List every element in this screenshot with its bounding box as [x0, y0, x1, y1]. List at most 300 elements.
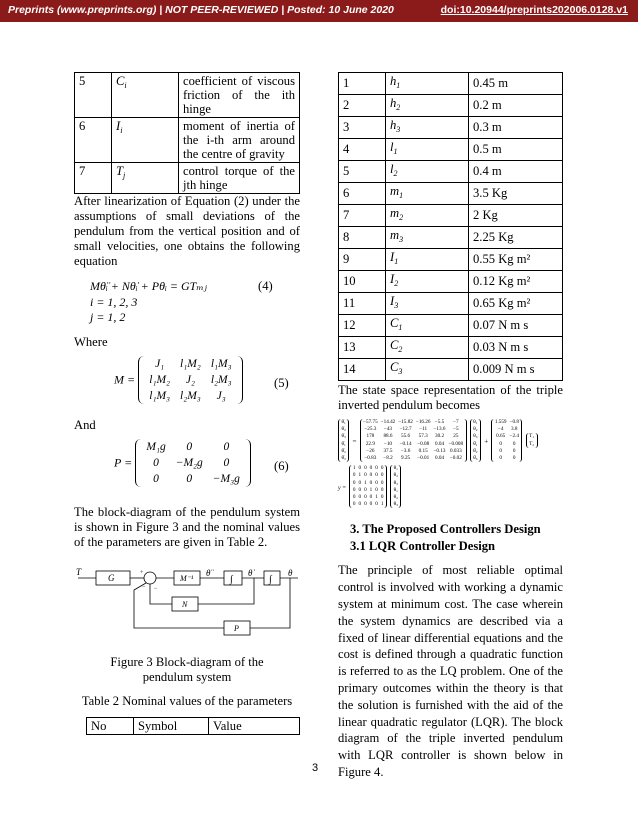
value-number: 7 [339, 205, 386, 227]
value-row [339, 73, 563, 95]
value-row [339, 95, 563, 117]
matrix-a-cell: −0.08 [417, 440, 430, 447]
value-amount: 0.65 Kg m² [469, 293, 563, 315]
matrix-c-cell: 0 [375, 472, 378, 479]
matrix-a-cell: 37.5 [383, 447, 393, 454]
value-symbol-letter: h [390, 118, 397, 132]
state-derivative-row [340, 448, 347, 455]
output-state-cell: θ₁ [393, 486, 398, 493]
value-symbol-subscript: 3 [394, 301, 399, 310]
equation-4-main: Mθ̈ᵢ + Nθ̇ᵢ + Pθᵢ = GTₘⱼ [90, 279, 207, 293]
preprint-banner [0, 0, 638, 22]
param-row [75, 118, 300, 163]
input-cell: T₂ [529, 440, 535, 447]
value-symbol-subscript: 1 [394, 257, 399, 266]
matrix-a-cell: 57.3 [418, 433, 428, 440]
banner-source: Preprints (www.preprints.org) | NOT PEER-REVIEWED | Posted: 10 June 2020 [8, 4, 394, 16]
matrix-a-cell: −13.6 [433, 426, 446, 433]
value-amount: 0.4 m [469, 161, 563, 183]
inertia-matrix-cell: J₁ [155, 358, 165, 370]
matrix-c-cell: 1 [352, 465, 356, 472]
figure-3-caption-text: Figure 3 Block-diagram of the pendulum system [110, 655, 264, 684]
equation-6-number: (6) [274, 459, 289, 473]
gravity-matrix-cell: 0 [153, 457, 159, 469]
matrix-a-cell: −14.42 [380, 419, 396, 425]
and-label: And [74, 418, 96, 432]
matrix-a-cell: 88.6 [383, 433, 393, 440]
matrix-a-cell: −0.008 [448, 440, 464, 447]
diagram-theta-ddot-label: θ̈ [206, 568, 211, 578]
matrix-b-cell: 0.65 [496, 433, 506, 440]
value-number: 12 [339, 315, 386, 337]
matrix-b-cell: 0 [499, 440, 502, 447]
value-symbol-subscript: 3 [398, 367, 403, 376]
matrix-c-cell: 0 [375, 501, 378, 508]
page-number: 3 [312, 762, 319, 774]
matrix-a-cell: −3.6 [400, 447, 411, 454]
diagram-minus-sign-2: − [154, 586, 158, 592]
matrix-c-cell: 0 [380, 494, 384, 501]
param-number: 6 [75, 118, 112, 163]
inertia-matrix-cell: J₂ [185, 374, 195, 386]
matrix-c-cell: 0 [380, 486, 384, 493]
pendulum-block-diagram [74, 566, 300, 646]
matrix-a-cell: 0.04 [434, 440, 445, 447]
matrix-a-cell: −11 [419, 426, 428, 433]
gravity-matrix-cell: 0 [186, 441, 193, 453]
linearization-paragraph: After linearization of Equation (2) under the assumptions of small deviations of the pendulum from the vertical position and of small velocities, one obtains the following equation [74, 194, 300, 268]
table-2-header-symbol: Symbol [134, 718, 209, 735]
matrix-a-cell: −0.02 [449, 455, 462, 462]
state-derivative-cell: θ̈₃ [341, 455, 346, 462]
left-column [74, 72, 300, 550]
state-derivative-cell: θ̈₁ [341, 440, 346, 447]
value-symbol [386, 73, 469, 95]
value-symbol-subscript: 2 [393, 169, 398, 178]
matrix-a-cell: −8.2 [383, 455, 393, 462]
value-number: 13 [339, 337, 386, 359]
table-2-caption-text: Table 2 Nominal values of the parameters [81, 694, 293, 708]
system-matrix-a [360, 419, 467, 462]
matrix-c-cell: 0 [358, 479, 362, 486]
value-symbol [386, 359, 469, 381]
state-derivative-row [340, 441, 347, 448]
matrix-a-cell: 0.15 [418, 447, 428, 454]
matrix-c-cell: 0 [364, 486, 367, 493]
state-cell: θ̇₁ [473, 440, 478, 447]
ss-plus: + [484, 437, 489, 446]
value-amount: 2 Kg [469, 205, 563, 227]
state-derivative-row [340, 455, 347, 462]
param-symbol-subscript: i [124, 81, 127, 90]
inertia-matrix-row [144, 388, 236, 404]
state-derivative-cell: θ̇₃ [341, 433, 346, 440]
value-amount: 2.25 Kg [469, 227, 563, 249]
inertia-matrix-row [144, 356, 236, 372]
value-symbol-letter: h [390, 96, 397, 110]
value-symbol-letter: m [390, 228, 400, 242]
state-derivative-row [340, 426, 347, 433]
matrix-a-row [362, 433, 465, 440]
inertia-matrix-cell: l₂M₃ [210, 374, 232, 386]
gravity-matrix [135, 439, 251, 487]
matrix-c-cell: 0 [358, 465, 362, 472]
matrix-c-cell: 0 [364, 472, 367, 479]
value-amount: 0.55 Kg m² [469, 249, 563, 271]
equation-5-number: (5) [274, 376, 289, 390]
matrix-c-cell: 1 [380, 501, 384, 508]
matrix-c-cell: 0 [352, 494, 356, 501]
matrix-c-cell: 0 [352, 472, 356, 479]
value-symbol-letter: m [390, 206, 400, 220]
param-row [75, 73, 300, 118]
where-label: Where [74, 335, 108, 349]
diagram-theta-label: θ [288, 568, 293, 578]
matrix-b-cell: −2.4 [509, 433, 519, 440]
value-symbol-letter: I [390, 250, 395, 264]
gravity-matrix-cell: 0 [223, 457, 230, 469]
subsection-heading: 3.1 LQR Controller Design [350, 539, 496, 554]
matrix-a-cell: 0.033 [449, 447, 462, 454]
matrix-c-cell: 1 [364, 479, 367, 486]
gravity-matrix-cell: M₁g [146, 441, 166, 453]
matrix-a-cell: −0.83 [364, 455, 377, 462]
value-row [339, 227, 563, 249]
state-vector [470, 419, 481, 462]
state-derivative-cell: θ̇₁ [341, 419, 346, 425]
value-symbol-subscript: 2 [398, 345, 403, 354]
state-row [472, 441, 479, 448]
matrix-a-cell: 0.04 [434, 455, 445, 462]
state-derivative-cell: θ̇₂ [341, 426, 346, 433]
inertia-matrix-cell: l₁M₃ [210, 358, 232, 370]
matrix-c-cell: 0 [364, 465, 367, 472]
matrix-c-cell: 0 [375, 486, 378, 493]
inertia-matrix-cell: l₁M₂ [149, 374, 171, 386]
param-symbol [112, 118, 179, 163]
value-symbol-subscript: 3 [396, 125, 401, 134]
value-row [339, 139, 563, 161]
matrix-c-cell: 0 [369, 479, 373, 486]
input-vector [526, 433, 538, 447]
matrix-b-cell: −0.8 [509, 419, 519, 425]
output-state-cell: θ₃ [393, 501, 398, 508]
matrix-b-row [493, 433, 520, 440]
equation-6 [114, 439, 300, 495]
value-number: 14 [339, 359, 386, 381]
nominal-values-table [338, 72, 563, 381]
state-row [472, 455, 479, 462]
state-derivative-vector [338, 419, 349, 462]
matrix-a-cell: −0.01 [417, 455, 430, 462]
matrix-a-cell: −43 [383, 426, 393, 433]
value-symbol-subscript: 1 [396, 81, 401, 90]
value-symbol [386, 315, 469, 337]
value-symbol-letter: m [390, 184, 400, 198]
equation-5 [114, 356, 300, 412]
value-symbol [386, 139, 469, 161]
matrix-a-cell: −0.14 [399, 440, 412, 447]
matrix-b-row [493, 441, 520, 448]
equation-4-number: (4) [258, 279, 273, 293]
value-symbol-subscript: 2 [396, 103, 401, 112]
param-symbol-subscript: j [123, 171, 126, 180]
input-row [528, 441, 536, 448]
matrix-c-cell: 0 [380, 472, 384, 479]
diagram-p-block: P [234, 624, 239, 633]
output-state-cell: θ₃ [393, 479, 398, 486]
equation-4-index-j: j = 1, 2 [90, 310, 126, 324]
value-row [339, 293, 563, 315]
matrix-b-row [493, 455, 520, 462]
state-derivative-row [340, 419, 347, 426]
diagram-plus-sign: + [140, 570, 144, 576]
output-state-cell: θ₂ [393, 472, 398, 479]
state-row [472, 419, 479, 426]
inertia-matrix [138, 356, 242, 404]
matrix-c-cell: 0 [380, 479, 384, 486]
matrix-c-cell: 0 [352, 501, 356, 508]
gravity-matrix-cell: 0 [186, 473, 193, 485]
output-state-row [392, 487, 399, 494]
ss-equals: = [352, 437, 357, 446]
value-symbol-subscript: 1 [393, 147, 398, 156]
value-symbol [386, 95, 469, 117]
param-row [75, 163, 300, 194]
output-state-row [392, 494, 399, 501]
matrix-a-row [362, 441, 465, 448]
matrix-b-cell: 3.8 [510, 426, 518, 433]
matrix-c-cell: 0 [358, 486, 362, 493]
equation-4-index-i: i = 1, 2, 3 [90, 295, 138, 309]
value-amount: 0.5 m [469, 139, 563, 161]
value-symbol-letter: I [390, 272, 395, 286]
matrix-a-cell: 25 [453, 433, 459, 440]
matrix-c-cell: 0 [364, 494, 367, 501]
output-matrix-c [349, 465, 387, 508]
state-cell: θ₃ [473, 433, 478, 440]
value-row [339, 183, 563, 205]
table-2-header-value: Value [209, 718, 300, 735]
value-number: 1 [339, 73, 386, 95]
value-symbol-subscript: 1 [398, 323, 403, 332]
value-number: 2 [339, 95, 386, 117]
value-amount: 0.3 m [469, 117, 563, 139]
param-symbol [112, 73, 179, 118]
output-state-cell: θ₁ [393, 465, 398, 472]
inertia-matrix-cell: l₂M₃ [180, 390, 201, 402]
matrix-b-cell: 0 [512, 447, 516, 454]
value-row [339, 337, 563, 359]
value-symbol [386, 117, 469, 139]
state-space-paragraph: The state space representation of the triple inverted pendulum becomes [338, 383, 563, 412]
diagram-n-block: N [182, 600, 188, 609]
matrix-c-cell: 0 [380, 465, 384, 472]
matrix-b-cell: 0 [499, 455, 502, 462]
input-row [528, 433, 536, 440]
lqr-paragraph: The principle of most reliable optimal control is involved with working a dynamic system at minimum cost. The case wherein the system dynamics are described via a fixed of linear differential equations and the cost is defined through a quadratic function is referred to as the LQ problem. One of the primary outcomes within the theory is that the solution is furnished with the aid of the linear quadratic regulator (LQR). The block diagram of the triple inverted pendulum with LQR controller is shown below in Figure 4. [338, 563, 563, 779]
state-row [472, 433, 479, 440]
value-number: 10 [339, 271, 386, 293]
matrix-b-cell: 1.559 [494, 419, 507, 425]
matrix-b-cell: −4 [497, 426, 504, 433]
value-symbol [386, 227, 469, 249]
param-number: 7 [75, 163, 112, 194]
table-2-header [86, 717, 312, 735]
state-cell: θ̇₃ [473, 455, 478, 462]
diagram-input-label: T [76, 567, 82, 577]
value-symbol [386, 249, 469, 271]
table-2-header-no: No [87, 718, 134, 735]
value-symbol [386, 293, 469, 315]
gravity-matrix-cell: −M₃g [212, 473, 240, 485]
section-heading: 3. The Proposed Controllers Design [350, 522, 541, 537]
matrix-c-cell: 0 [364, 501, 367, 508]
value-symbol [386, 205, 469, 227]
matrix-c-row [351, 480, 385, 487]
state-cell: θ̇₂ [473, 447, 478, 454]
matrix-b-row [493, 419, 520, 426]
gravity-matrix-cell: 0 [223, 441, 230, 453]
param-symbol [112, 163, 179, 194]
value-number: 4 [339, 139, 386, 161]
equation-4 [90, 279, 300, 329]
value-symbol-letter: l [390, 140, 394, 154]
state-space-equation [338, 419, 563, 462]
value-number: 8 [339, 227, 386, 249]
value-row [339, 315, 563, 337]
output-label: y = [338, 485, 347, 492]
matrix-a-cell: 55.6 [401, 433, 411, 440]
matrix-c-cell: 0 [375, 479, 378, 486]
value-row [339, 271, 563, 293]
value-amount: 3.5 Kg [469, 183, 563, 205]
value-row [339, 359, 563, 381]
value-symbol-subscript: 2 [399, 213, 404, 222]
matrix-c-cell: 0 [352, 479, 356, 486]
value-symbol [386, 183, 469, 205]
matrix-a-cell: −5 [453, 426, 459, 433]
matrix-c-cell: 1 [358, 472, 362, 479]
matrix-c-cell: 1 [375, 494, 378, 501]
matrix-c-cell: 0 [369, 494, 373, 501]
param-description: moment of inertia of the i-th arm around the centre of gravity [179, 118, 300, 163]
param-description: coefficient of viscous friction of the ith hinge [179, 73, 300, 118]
param-symbol-subscript: i [120, 126, 123, 135]
diagram-minverse-block: M⁻¹ [180, 574, 194, 583]
matrix-c-cell: 0 [358, 494, 362, 501]
value-number: 11 [339, 293, 386, 315]
diagram-integrator-1: ∫ [230, 574, 233, 585]
state-cell: θ₂ [473, 426, 478, 433]
figure-3-caption [74, 655, 300, 685]
state-row [472, 426, 479, 433]
matrix-c-row [351, 501, 385, 508]
matrix-a-cell: −57.75 [363, 419, 378, 425]
param-symbol-letter: T [116, 164, 124, 178]
doi-link[interactable]: doi:10.20944/preprints202006.0128.v1 [440, 4, 628, 16]
matrix-a-row [362, 448, 465, 455]
input-cell: T₁ [529, 433, 535, 440]
gravity-matrix-row [141, 471, 245, 487]
value-symbol-subscript: 1 [399, 191, 404, 200]
output-state-row [392, 501, 399, 508]
value-symbol [386, 271, 469, 293]
matrix-a-cell: −0.13 [433, 447, 446, 454]
value-amount: 0.45 m [469, 73, 563, 95]
matrix-a-row [362, 419, 465, 426]
param-symbol-letter: C [116, 74, 125, 88]
value-symbol-letter: C [390, 316, 399, 330]
state-derivative-row [340, 433, 347, 440]
matrix-c-cell: 0 [369, 501, 373, 508]
matrix-a-row [362, 455, 465, 462]
matrix-a-cell: −25.3 [364, 426, 377, 433]
matrix-a-cell: −16.26 [415, 419, 431, 425]
value-number: 3 [339, 117, 386, 139]
matrix-a-cell: −7 [453, 419, 459, 425]
output-state-cell: θ₂ [393, 494, 398, 501]
matrix-b-row [493, 426, 520, 433]
diagram-g-block: G [108, 573, 115, 583]
gravity-matrix-cell: 0 [153, 473, 159, 485]
value-symbol-letter: h [390, 74, 397, 88]
value-number: 5 [339, 161, 386, 183]
output-state-row [392, 480, 399, 487]
matrix-b-cell: 0 [512, 440, 516, 447]
gravity-matrix-row [141, 439, 245, 455]
value-symbol [386, 337, 469, 359]
matrix-c-row [351, 494, 385, 501]
parameter-definitions-table [74, 72, 300, 194]
matrix-a-cell: −10 [383, 440, 393, 447]
output-state-row [392, 465, 399, 472]
matrix-a-cell: 9.25 [401, 455, 411, 462]
input-matrix-b [491, 419, 522, 462]
value-amount: 0.07 N m s [469, 315, 563, 337]
matrix-a-cell: −15.82 [398, 419, 413, 425]
value-row [339, 249, 563, 271]
gravity-matrix-cell: −M₂g [175, 457, 203, 469]
matrix-b-cell: 0 [499, 447, 502, 454]
matrix-a-cell: −5.5 [434, 419, 445, 425]
matrix-c-row [351, 487, 385, 494]
equation-5-lhs: M = [114, 372, 136, 387]
state-row [472, 448, 479, 455]
output-state-row [392, 472, 399, 479]
matrix-c-row [351, 465, 385, 472]
inertia-matrix-row [144, 372, 236, 388]
value-amount: 0.2 m [469, 95, 563, 117]
matrix-a-cell: −12.7 [399, 426, 412, 433]
gravity-matrix-row [141, 455, 245, 471]
value-amount: 0.12 Kg m² [469, 271, 563, 293]
state-cell: θ₁ [473, 419, 478, 425]
matrix-c-cell: 0 [358, 501, 362, 508]
matrix-a-cell: 22.9 [365, 440, 375, 447]
block-diagram-paragraph: The block-diagram of the pendulum system is shown in Figure 3 and the nominal values of the parameters are given in Table 2. [74, 505, 300, 549]
matrix-a-cell: 178 [366, 433, 375, 440]
table-2-caption [74, 694, 300, 709]
value-number: 6 [339, 183, 386, 205]
inertia-matrix-cell: l₁M₃ [149, 390, 171, 402]
value-symbol [386, 161, 469, 183]
value-symbol-subscript: 3 [399, 235, 404, 244]
value-symbol-subscript: 2 [394, 279, 399, 288]
param-symbol-letter: I [116, 119, 121, 133]
value-amount: 0.009 N m s [469, 359, 563, 381]
value-symbol-letter: l [390, 162, 394, 176]
